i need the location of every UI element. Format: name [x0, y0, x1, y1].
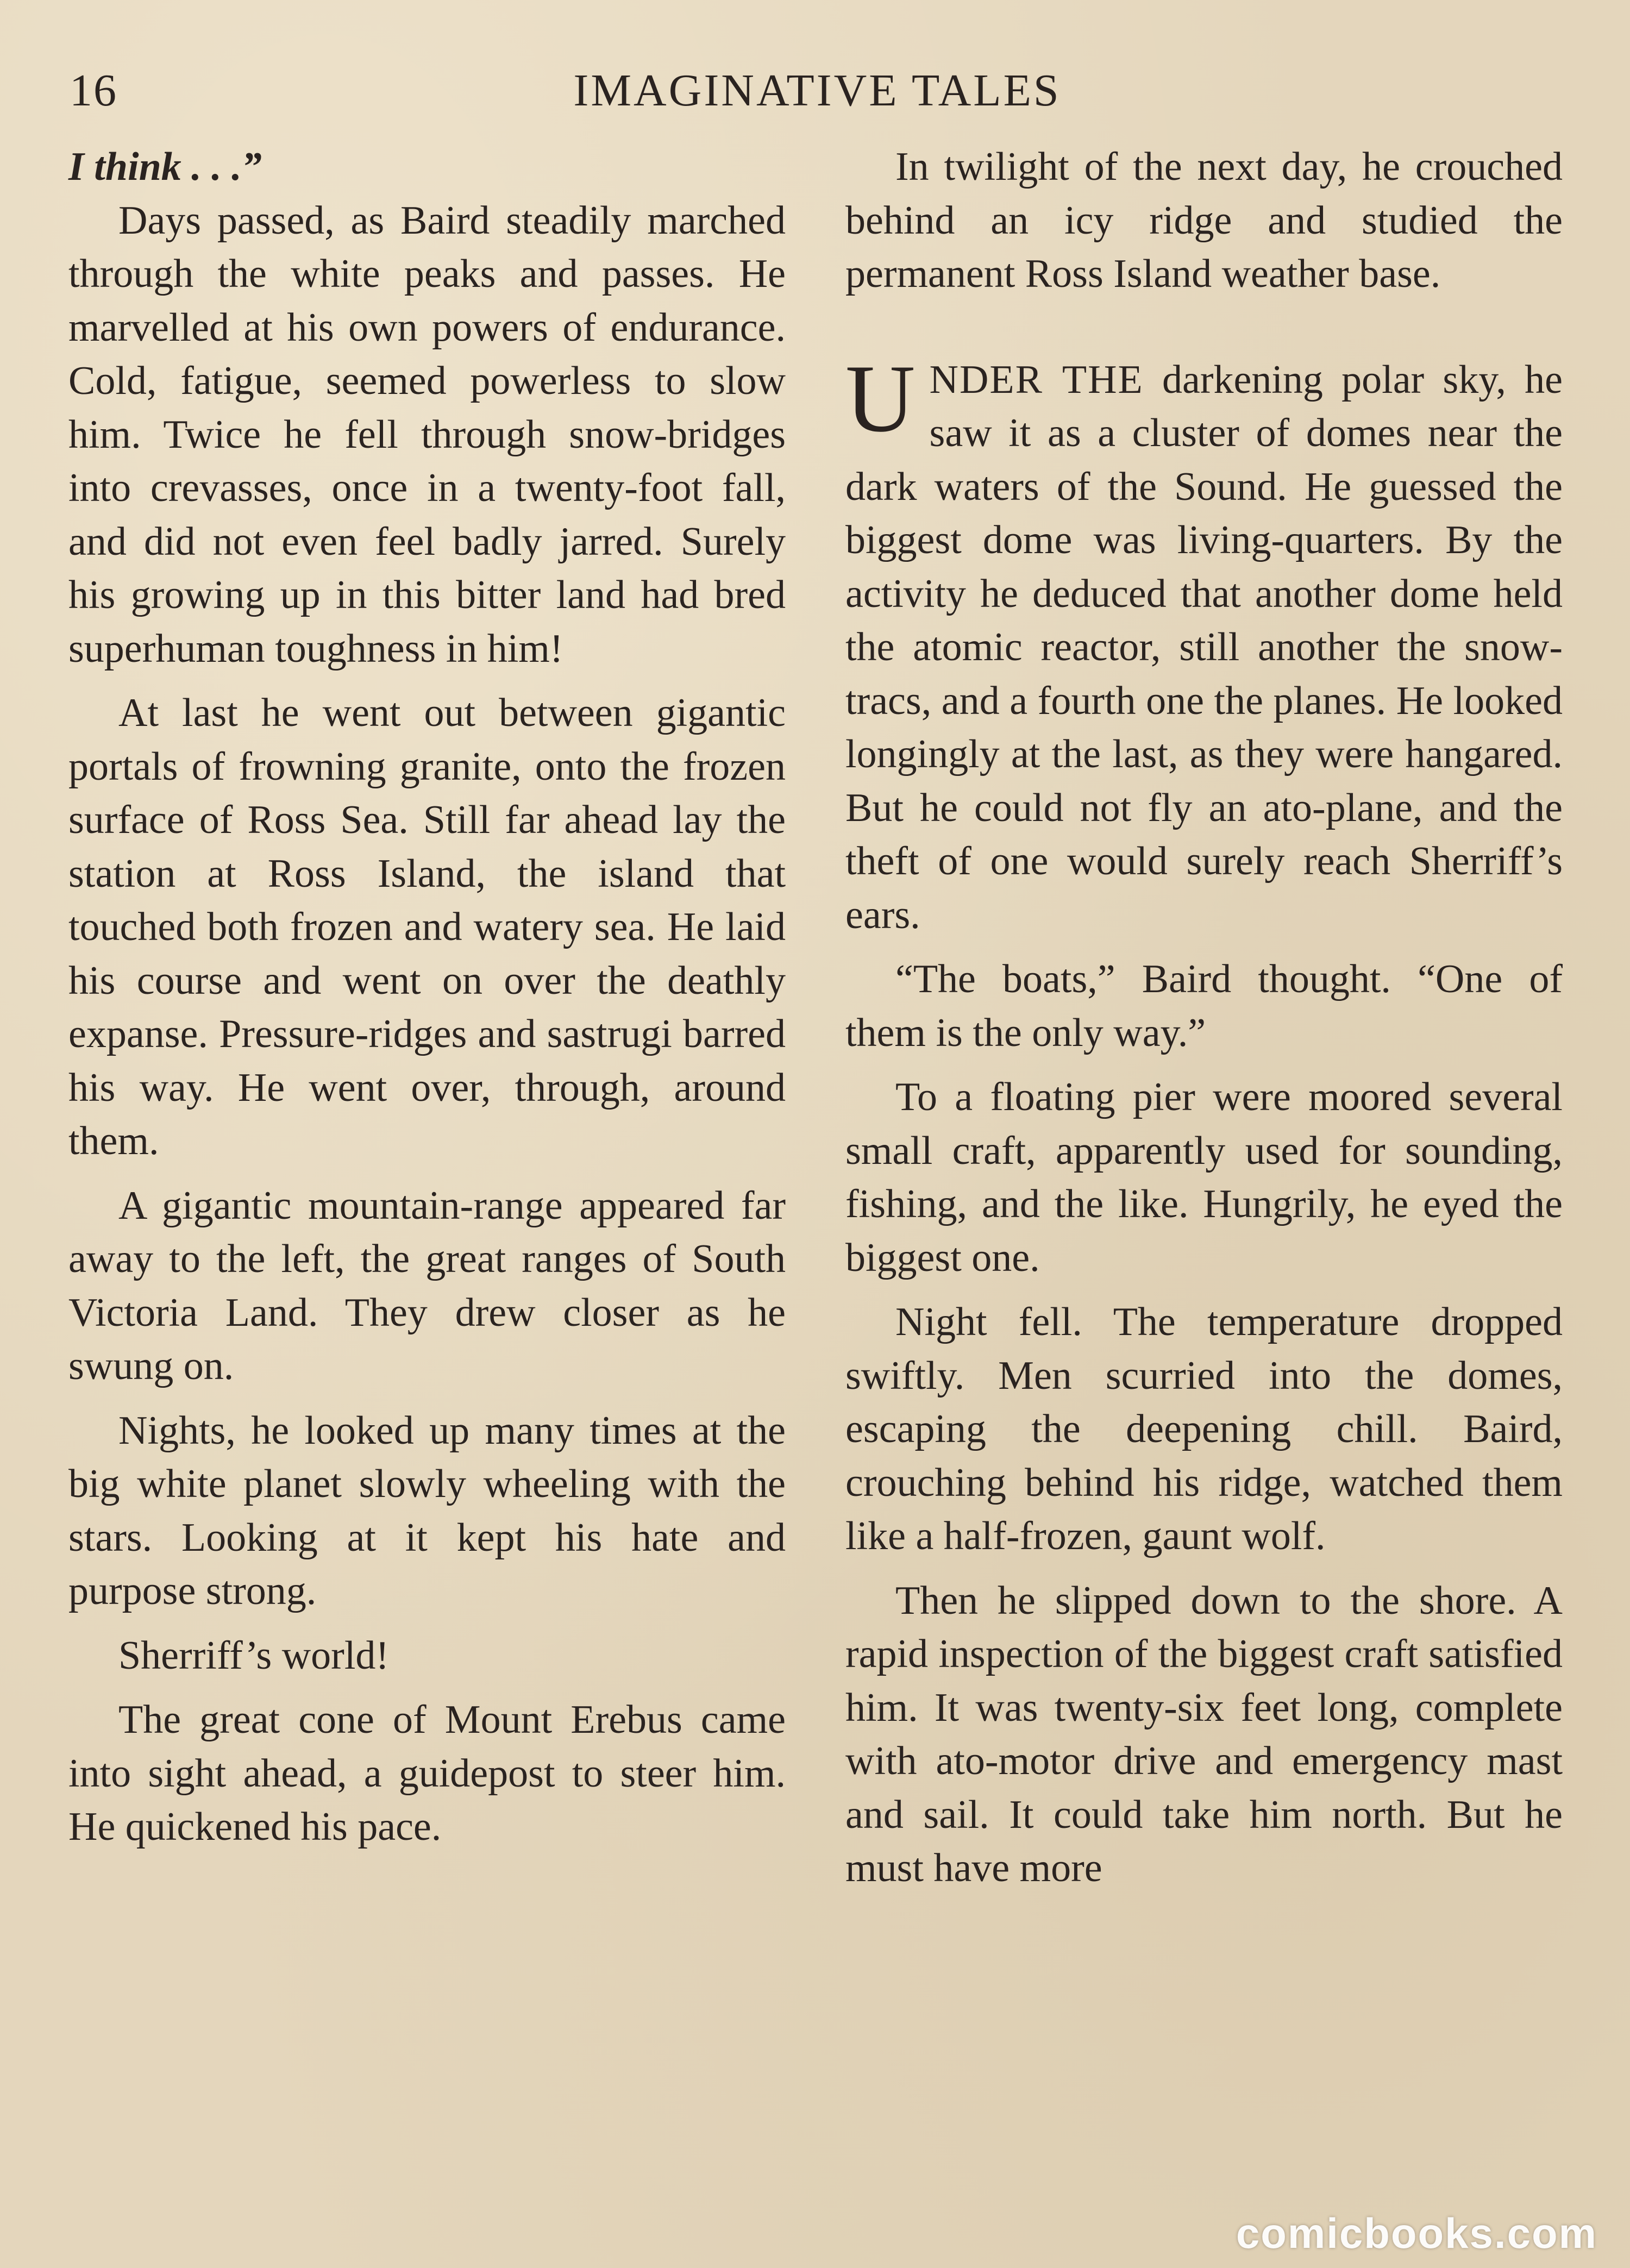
- paragraph: A gigantic mountain-range appeared far away to the left, the great ranges of South Victoria Land. They drew closer as he swung on.: [68, 1183, 786, 1388]
- paragraph: Then he slipped down to the shore. A rapid inspection of the biggest craft satisfied him. It was twenty-six feet long, complete with ato-motor drive and emergency mast and sail. It could take him north. But he must have more: [845, 1578, 1563, 1890]
- section-opening-paragraph: [845, 344, 1563, 942]
- running-title: IMAGINATIVE TALES: [573, 65, 1061, 116]
- left-column: [68, 140, 786, 1854]
- paragraph: The great cone of Mount Erebus came into sight ahead, a guidepost to steer him. He quickened his pace.: [68, 1697, 786, 1849]
- paragraph: In twilight of the next day, he crouched behind an icy ridge and studied the permanent Ross Island weather base.: [845, 145, 1563, 296]
- watermark-logo: comicbooks.com: [1236, 2209, 1597, 2257]
- small-caps-lead: NDER THE: [929, 357, 1144, 402]
- paragraph-text: darkening polar sky, he saw it as a cluster of domes near the dark waters of the Sound. He guessed the biggest dome was living-quarters. By the activity he deduced that another dome held the atomic reactor, still another the snow-tracs, and a fourth one the planes. He looked longingly at the last, as they were hangared. But he could not fly an ato-plane, and the theft of one would surely reach Sherriff’s ears.: [845, 357, 1563, 937]
- paragraph: “The boats,” Baird thought. “One of them is the only way.”: [845, 957, 1563, 1055]
- paragraph: Night fell. The temperature dropped swiftly. Men scurried into the domes, escaping the deepening chill. Baird, crouching behind his ridge, watched them like a half-frozen, gaunt wolf.: [845, 1300, 1563, 1558]
- paragraph: To a floating pier were moored several small craft, apparently used for sounding, fishing, and the like. Hungrily, he eyed the biggest one.: [845, 1075, 1563, 1280]
- page-header: [70, 61, 1565, 121]
- paragraph-lead: I think . . .”: [68, 145, 262, 189]
- drop-cap: U: [845, 344, 916, 452]
- paragraph: At last he went out between gigantic portals of frowning granite, onto the frozen surface of Ross Sea. Still far ahead lay the station at Ross Island, the island that touched both frozen and watery sea. He laid his course and went on over the deathly expanse. Pressure-ridges and sastrugi barred his way. He went over, through, around them.: [68, 691, 786, 1163]
- page-number: 16: [70, 65, 117, 116]
- paragraph: Sherriff’s world!: [118, 1633, 390, 1678]
- paragraph: Nights, he looked up many times at the big white planet slowly wheeling with the stars. Looking at it kept his hate and purpose strong.: [68, 1408, 786, 1613]
- right-column: [845, 140, 1563, 1895]
- paragraph: Days passed, as Baird steadily marched through the white peaks and passes. He marvelled at his own powers of endurance. Cold, fatigue, seemed powerless to slow him. Twice he fell through snow-bridges into crevasses, once in a twenty-foot fall, and did not even feel badly jarred. Surely his growing up in this bitter land had bred superhuman toughness in him!: [68, 198, 786, 671]
